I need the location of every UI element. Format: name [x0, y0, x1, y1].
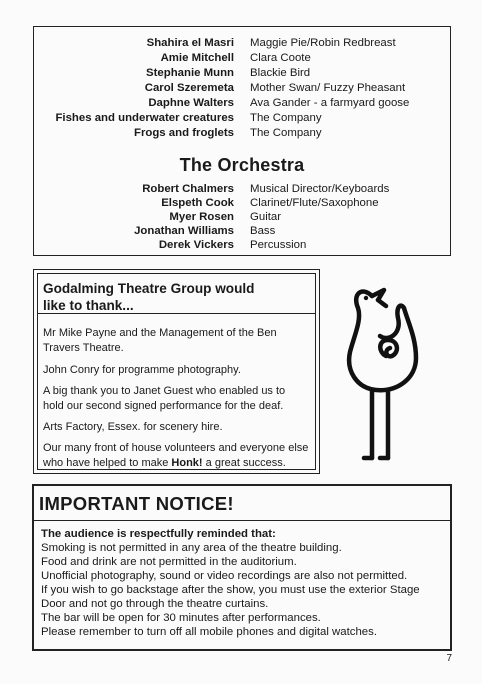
cast-name: Amie Mitchell — [160, 52, 234, 64]
thanks-line: Our many front of house volunteers and everyone else — [43, 442, 309, 454]
notice-line: If you wish to go backstage after the show, you must use the exterior Stage — [41, 584, 420, 596]
thanks-paragraph — [43, 326, 311, 356]
thanks-line: Travers Theatre. — [43, 342, 124, 354]
cast-name: Carol Szeremeta — [144, 82, 234, 94]
orchestra-role: Musical Director/Keyboards — [250, 183, 390, 195]
notice-line: Smoking is not permitted in any area of the theatre building. — [41, 542, 342, 554]
orchestra-role: Clarinet/Flute/Saxophone — [250, 197, 379, 209]
thanks-text: who have helped to make — [43, 457, 172, 469]
cast-role: The Company — [250, 112, 322, 124]
cast-row — [34, 96, 450, 111]
orchestra-role: Guitar — [250, 211, 282, 223]
notice-line: Door and not go through the theatre curtains. — [41, 598, 269, 610]
notice-title: IMPORTANT NOTICE! — [39, 493, 234, 514]
thanks-text: a great success. — [202, 457, 286, 469]
orchestra-name: Derek Vickers — [158, 239, 234, 251]
important-notice-box — [32, 484, 452, 651]
orchestra-role: Percussion — [250, 239, 307, 251]
cast-role: Blackie Bird — [250, 67, 311, 79]
notice-line: Please remember to turn off all mobile phones and digital watches. — [41, 626, 378, 638]
cast-name: Shahira el Masri — [146, 37, 234, 49]
thanks-paragraph — [43, 441, 311, 471]
cast-row — [34, 81, 450, 96]
orchestra-row — [34, 196, 450, 211]
cast-row — [34, 51, 450, 66]
cast-name: Stephanie Munn — [146, 67, 234, 79]
cast-row — [34, 66, 450, 81]
cast-row — [34, 36, 450, 51]
thanks-paragraph — [43, 384, 311, 414]
show-title: Honk! — [171, 457, 203, 469]
orchestra-role: Bass — [250, 225, 276, 237]
thanks-inner-frame — [37, 273, 316, 470]
thanks-line: hold our second signed performance for the deaf. — [43, 400, 284, 412]
thanks-line: John Conry for programme photography. — [43, 364, 241, 376]
thanks-heading-line: like to thank... — [43, 298, 134, 313]
cast-role: The Company — [250, 127, 322, 139]
duck-drawing-icon — [342, 278, 427, 468]
notice-line: The bar will be open for 30 minutes after performances. — [41, 612, 321, 624]
orchestra-row — [34, 182, 450, 197]
thanks-line — [43, 456, 311, 471]
thanks-line: A big thank you to Janet Guest who enabled us to — [43, 385, 286, 397]
cast-row — [34, 126, 450, 141]
orchestra-name: Myer Rosen — [169, 211, 234, 223]
thanks-box — [33, 269, 320, 474]
cast-name: Fishes and underwater creatures — [55, 112, 234, 124]
notice-line: Unofficial photography, sound or video recordings are also not permitted. — [41, 570, 408, 582]
orchestra-name: Robert Chalmers — [142, 183, 234, 195]
orchestra-name: Elspeth Cook — [161, 197, 234, 209]
notice-line: Food and drink are not permitted in the auditorium. — [41, 556, 297, 568]
cast-list-box — [33, 26, 451, 256]
orchestra-title: The Orchestra — [179, 155, 305, 175]
thanks-heading — [38, 274, 315, 314]
thanks-paragraph — [43, 420, 311, 435]
cast-row — [34, 111, 450, 126]
cast-role: Clara Coote — [250, 52, 311, 64]
page-number: 7 — [446, 653, 452, 664]
cast-name: Frogs and froglets — [134, 127, 234, 139]
orchestra-row — [34, 224, 450, 239]
cast-role: Maggie Pie/Robin Redbreast — [250, 37, 396, 49]
thanks-paragraph — [43, 363, 311, 378]
thanks-line: Mr Mike Payne and the Management of the Ben — [43, 327, 277, 339]
cast-role: Mother Swan/ Fuzzy Pheasant — [250, 82, 406, 94]
orchestra-row — [34, 210, 450, 225]
cast-role: Ava Gander - a farmyard goose — [250, 97, 410, 109]
thanks-heading-line: Godalming Theatre Group would — [43, 281, 255, 296]
thanks-line: Arts Factory, Essex. for scenery hire. — [43, 421, 223, 433]
cast-name: Daphne Walters — [148, 97, 234, 109]
orchestra-name: Jonathan Williams — [134, 225, 234, 237]
orchestra-row — [34, 238, 450, 253]
notice-lead: The audience is respectfully reminded that: — [41, 528, 276, 540]
notice-divider — [34, 520, 450, 521]
